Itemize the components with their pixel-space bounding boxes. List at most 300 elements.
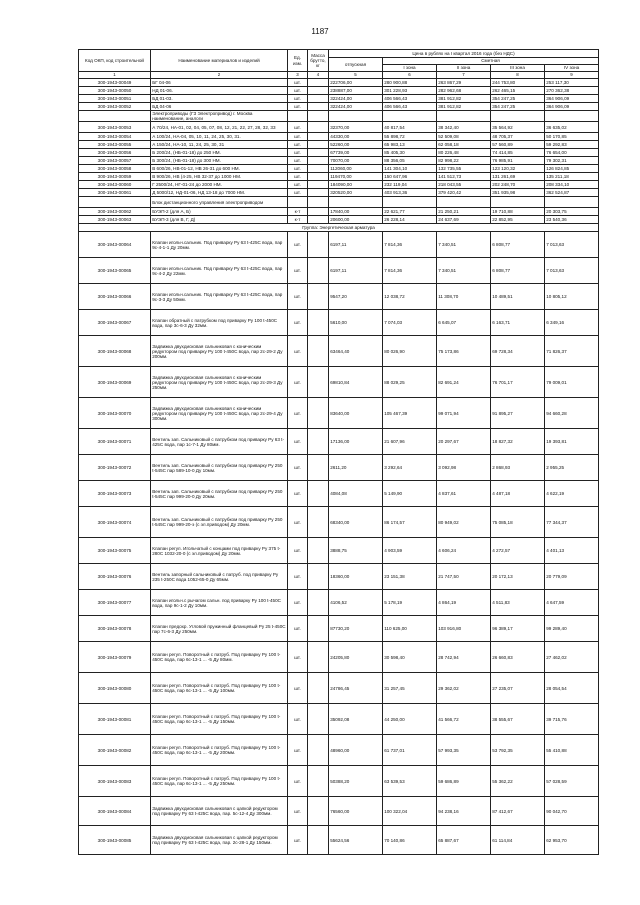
item-unit: шт. [288,149,308,157]
item-name: НД 01-06. [151,87,288,95]
item-mass [308,590,329,616]
price-zone-4: 253 117,30 [545,79,599,87]
item-name: Клапан обратный с патрубком под приварку Ру 100 t-450С вода, пар 3с-6-3 Ду 32мм. [151,310,288,336]
table-row [79,122,599,133]
price-zone-3: 4 272,57 [491,538,545,564]
table-row [79,189,599,197]
price-zone-1: 3 292,64 [383,455,437,481]
price-zone-2: 7 340,51 [437,258,491,284]
price-zone-4: 2 955,25 [545,455,599,481]
price-zone-1: 70 140,86 [383,826,437,855]
item-unit: шт. [288,189,308,197]
release-price: 32370,00 [329,122,383,133]
item-code: 300-1943-00077 [79,590,151,616]
empty-cell [383,111,437,122]
table-row [79,797,599,826]
table-row [79,87,599,95]
release-price: 9547,20 [329,284,383,310]
release-price: 52260,00 [329,141,383,149]
price-zone-1: 406 566,43 [383,95,437,103]
release-price: 5610,00 [329,310,383,336]
item-unit: шт. [288,398,308,429]
release-price: 68340,00 [329,507,383,538]
item-unit: шт. [288,826,308,855]
item-code: 300-1943-00072 [79,455,151,481]
price-zone-2: 20 297,67 [437,429,491,455]
table-row [79,455,599,481]
price-zone-4: 59 292,83 [545,141,599,149]
price-zone-1: 141 304,10 [383,165,437,173]
price-zone-2: 65 887,67 [437,826,491,855]
price-zone-1: 88 029,25 [383,367,437,398]
group-title: Электроприводы (ГЗ Электропривод) г. Москва наименование, аналоги [151,111,288,122]
price-zone-3: 91 895,27 [491,398,545,429]
price-zone-2: 41 566,72 [437,704,491,735]
header-zone-4: IV зона [545,65,599,72]
price-zone-4: 135 211,18 [545,173,599,181]
empty-cell [329,197,383,208]
release-price: 35092,08 [329,704,383,735]
price-zone-1: 12 038,72 [383,284,437,310]
item-code: 300-1943-00079 [79,642,151,673]
item-name: В 600/26, НВ-01-12, НВ 26-31 до 600 НМ. [151,165,288,173]
item-mass [308,616,329,642]
item-unit: шт. [288,310,308,336]
price-zone-2: 282 962,68 [437,87,491,95]
item-mass [308,173,329,181]
header-release-price: отпускная [329,58,383,72]
item-name: Клапан игольч.с рычагом сальн. под приварку Ру 100 t-450С вода, пар 9с-1-2 Ду 10мм. [151,590,288,616]
price-zone-4: 4 622,19 [545,481,599,507]
header-name: Наименование материалов и изделий [151,50,288,72]
price-zone-3: 10 489,51 [491,284,545,310]
release-price: 63464,40 [329,336,383,367]
item-unit: шт. [288,133,308,141]
price-zone-1: 301 228,93 [383,87,437,95]
table-row [79,642,599,673]
table-row [79,766,599,797]
price-zone-4: 208 334,10 [545,181,599,189]
item-mass [308,367,329,398]
release-price: 83640,00 [329,398,383,429]
item-name: А 150/24, НА-10, 11, 24, 25, 30, 31 [151,141,288,149]
group-title: Блок дистанционного управления электроприводом [151,197,288,208]
price-zone-4: 77 344,37 [545,507,599,538]
item-mass [308,181,329,189]
item-mass [308,103,329,111]
item-unit: шт. [288,797,308,826]
item-unit: шт. [288,173,308,181]
price-zone-4: 90 042,70 [545,797,599,826]
item-mass [308,642,329,673]
price-zone-1: 21 607,96 [383,429,437,455]
column-index: 5 [329,72,383,79]
release-price: 67739,00 [329,149,383,157]
item-unit: шт. [288,165,308,173]
column-index: 4 [308,72,329,79]
price-zone-2: 80 949,02 [437,507,491,538]
section-title: Группа: Энергетическая арматура [79,224,599,232]
table-row [79,181,599,189]
table-row [79,538,599,564]
item-name: Задвижка двухдисковая сальниковая с коническим редуктором под приварку Ру 100 t-450С вода, пар 2с-29-2 Ду 200мм. [151,336,288,367]
price-table [78,49,599,855]
table-row [79,590,599,616]
price-zone-4: 39 715,76 [545,704,599,735]
item-code: 300-1943-00058 [79,165,151,173]
price-zone-3: 6 808,77 [491,232,545,258]
table-row [79,310,599,336]
header-zone-2: II зона [437,65,491,72]
table-row [79,79,599,87]
price-zone-2: 263 867,29 [437,79,491,87]
item-mass [308,232,329,258]
price-zone-1: 44 250,00 [383,704,437,735]
release-price: 322424,00 [329,103,383,111]
table-row [79,564,599,590]
item-unit: шт. [288,616,308,642]
price-zone-4: 36 635,02 [545,122,599,133]
item-name: Клапан игольч.сальник. Под приварку Ру 63 t-425С вода, пар 9с-4-1-1 Ду 20мм. [151,232,288,258]
item-mass [308,157,329,165]
price-zone-2: 82 691,24 [437,367,491,398]
item-mass [308,398,329,429]
table-row [79,481,599,507]
item-unit: шт. [288,87,308,95]
release-price: 69810,84 [329,367,383,398]
table-row [79,208,599,216]
item-code: 300-1943-00062 [79,208,151,216]
table-row [79,673,599,704]
group-row [79,197,599,208]
item-mass [308,538,329,564]
price-zone-2: 7 340,51 [437,232,491,258]
price-zone-3: 48 705,37 [491,133,545,141]
item-code: 300-1943-00085 [79,826,151,855]
item-mass [308,95,329,103]
item-unit: шт. [288,336,308,367]
release-price: 238887,00 [329,87,383,95]
table-row [79,149,599,157]
table-row [79,103,599,111]
price-zone-2: 21 747,50 [437,564,491,590]
price-zone-2: 141 512,73 [437,173,491,181]
price-zone-4: 28 054,54 [545,673,599,704]
item-mass [308,704,329,735]
price-zone-4: 50 170,85 [545,133,599,141]
table-row [79,157,599,165]
release-price: 24786,45 [329,673,383,704]
item-code: 300-1943-00070 [79,398,151,429]
item-code: 300-1943-00065 [79,258,151,284]
price-zone-1: 232 119,04 [383,181,437,189]
item-name: Вентиль зап. Сальниковый с патрубком под приварку Ру 63 t-425С вода, пар 1с-7-1 Ду 80мм. [151,429,288,455]
item-name: А 100/24, НА-04, 05, 10, 11, 24, 25, 30, 31. [151,133,288,141]
item-unit: шт. [288,766,308,797]
item-name: Клапан игольч.сальник. Под приварку Ру 63 t-425С вода, пар 9с-4-2 Ду 22мм. [151,258,288,284]
header-code: Код ОКП, код строительной [79,50,151,72]
price-zone-2: 94 238,16 [437,797,491,826]
item-unit: шт. [288,538,308,564]
price-zone-3: 53 792,35 [491,735,545,766]
item-mass [308,141,329,149]
item-unit: шт. [288,232,308,258]
price-zone-1: 80 026,90 [383,336,437,367]
price-zone-4: 76 654,00 [545,149,599,157]
column-index: 3 [288,72,308,79]
price-zone-3: 27 235,07 [491,673,545,704]
price-zone-1: 23 151,38 [383,564,437,590]
item-code: 300-1943-00071 [79,429,151,455]
empty-cell [79,111,151,122]
item-code: 300-1943-00076 [79,564,151,590]
item-code: 300-1943-00057 [79,157,151,165]
item-name: Клапан регул. Поворотный с патруб. Под приварку Ру 100 t-450С вода, пар 6с-13-1 ... -5 Ду 100мм. [151,673,288,704]
release-price: 87730,20 [329,616,383,642]
item-code: 300-1943-00073 [79,481,151,507]
item-name: А 70/24, НА-01, 02, 04, 05, 07, 08, 12, 21, 22, 27, 28, 32, 33 [151,122,288,133]
column-index: 7 [437,72,491,79]
release-price: 2611,20 [329,455,383,481]
item-mass [308,673,329,704]
price-zone-1: 31 257,45 [383,673,437,704]
price-zone-2: 52 509,08 [437,133,491,141]
price-zone-1: 40 817,54 [383,122,437,133]
price-zone-4: 55 410,88 [545,735,599,766]
price-zone-4: 7 013,63 [545,232,599,258]
price-zone-3: 76 701,17 [491,367,545,398]
price-zone-1: 150 647,96 [383,173,437,181]
item-code: 300-1943-00078 [79,616,151,642]
item-mass [308,797,329,826]
item-unit: шт. [288,258,308,284]
price-zone-2: 80 226,48 [437,149,491,157]
price-zone-1: 110 625,00 [383,616,437,642]
item-code: 300-1943-00083 [79,766,151,797]
price-zone-4: 6 349,16 [545,310,599,336]
price-zone-1: 63 539,53 [383,766,437,797]
price-zone-1: 406 566,43 [383,103,437,111]
item-code: 300-1943-00050 [79,87,151,95]
price-zone-3: 75 085,18 [491,507,545,538]
item-unit: шт. [288,735,308,766]
item-code: 300-1943-00084 [79,797,151,826]
item-code: 300-1943-00049 [79,79,151,87]
item-code: 300-1943-00066 [79,284,151,310]
price-zone-3: 202 248,70 [491,181,545,189]
item-code: 300-1943-00059 [79,173,151,181]
price-zone-4: 20 779,09 [545,564,599,590]
price-zone-2: 28 742,94 [437,642,491,673]
price-zone-3: 61 114,84 [491,826,545,855]
release-price: 48960,00 [329,735,383,766]
price-zone-2: 29 362,02 [437,673,491,704]
price-zone-2: 381 912,82 [437,103,491,111]
price-zone-1: 85 405,30 [383,149,437,157]
price-zone-4: 362 524,87 [545,189,599,197]
item-mass [308,429,329,455]
release-price: 4084,08 [329,481,383,507]
price-zone-2: 132 735,55 [437,165,491,173]
price-zone-3: 69 728,34 [491,336,545,367]
item-name: Вентиль запорный сальниковый с патруб. под приварку Ру 235 t-250С вода 1052-65-0 Ду 65мм. [151,564,288,590]
item-unit: шт. [288,673,308,704]
item-mass [308,79,329,87]
column-index: 6 [383,72,437,79]
price-zone-4: 23 540,36 [545,216,599,224]
price-zone-3: 55 362,22 [491,766,545,797]
price-zone-3: 26 660,83 [491,642,545,673]
item-mass [308,766,329,797]
price-zone-3: 19 710,88 [491,208,545,216]
price-zone-4: 4 401,13 [545,538,599,564]
empty-cell [491,197,545,208]
item-name: Д 5000/12, НД-01-06, НД 13-18 до 7000 НМ. [151,189,288,197]
item-unit: шт. [288,79,308,87]
item-name: Вентиль зап. Сальниковый с патрубком под приварку Ру 250 t-545С пар 999-20-0 Ду 20мм. [151,481,288,507]
page-number: 1187 [311,27,329,36]
item-unit: шт. [288,181,308,189]
item-unit: шт. [288,103,308,111]
column-index-row [79,72,599,79]
price-zone-2: 21 250,21 [437,208,491,216]
item-name: Клапан предохр. Угловой пружинный фланцевый Ру 25 t-450С пар 7с-6-3 Ду 250мм. [151,616,288,642]
item-name: В 900/26, НВ (4-25, НВ 32-37 до 1000 НМ. [151,173,288,181]
item-code: 300-1943-00064 [79,232,151,258]
table-row [79,141,599,149]
price-zone-1: 65 983,13 [383,141,437,149]
table-row [79,735,599,766]
item-code: 300-1943-00060 [79,181,151,189]
price-zone-3: 20 172,13 [491,564,545,590]
release-price: 24205,80 [329,642,383,673]
price-zone-1: 100 322,04 [383,797,437,826]
price-zone-3: 38 555,67 [491,704,545,735]
item-unit: шт. [288,507,308,538]
price-zone-4: 71 826,37 [545,336,599,367]
item-code: 300-1943-00069 [79,367,151,398]
release-price: 6197,11 [329,232,383,258]
table-row [79,216,599,224]
price-zone-1: 61 737,01 [383,735,437,766]
table-row [79,165,599,173]
item-code: 300-1943-00054 [79,133,151,141]
item-name: Клапан регул. Поворотный с патруб. Под приварку Ру 100 t-450С вода, пар 6с-13-1 ... -5 Ду 150мм. [151,704,288,735]
header-zone-1: I зона [383,65,437,72]
item-unit: к-т [288,216,308,224]
price-zone-4: 94 660,28 [545,398,599,429]
price-zone-4: 62 953,70 [545,826,599,855]
price-zone-2: 381 912,82 [437,95,491,103]
item-code: 300-1943-00080 [79,673,151,704]
item-name: Вентиль зап. Сальниковый с патрубком под приварку Ру 250 t-545С пар 999-20-э (с эл.приводом) Ду 20мм. [151,507,288,538]
item-code: 300-1943-00063 [79,216,151,224]
item-code: 300-1943-00082 [79,735,151,766]
item-name: Задвижка двухдисковая сальниковая с цапкой редуктором под приварку Ру 63 t-425С вода, пар. 5с-12-4 Ду 300мм. [151,797,288,826]
item-code: 300-1943-00052 [79,103,151,111]
empty-cell [545,111,599,122]
item-name: Клапан регул. Поворотный с патруб. Под приварку Ру 100 t-450С вода, пар 6с-13-1 ... -5 Ду 80мм. [151,642,288,673]
item-name: Задвижка двухдисковая сальниковая с цапкой редуктором под приварку Ру 63 t-425С вода, пар. 2с-28-1 Ду 150мм. [151,826,288,855]
price-zone-4: 364 906,09 [545,95,599,103]
item-unit: шт. [288,141,308,149]
price-zone-3: 87 412,67 [491,797,545,826]
price-zone-1: 4 903,59 [383,538,437,564]
empty-cell [288,111,308,122]
price-zone-2: 379 420,42 [437,189,491,197]
table-row [79,232,599,258]
release-price: 76560,00 [329,797,383,826]
price-zone-2: 75 173,86 [437,336,491,367]
column-index: 9 [545,72,599,79]
item-name: Клапан регул. Поворотный с патруб. Под приварку Ру 100 t-450С вода, пар 6с-13-1 ... -5 Ду 250мм. [151,766,288,797]
item-mass [308,826,329,855]
item-unit: шт. [288,157,308,165]
item-unit: шт. [288,455,308,481]
price-zone-3: 74 414,85 [491,149,545,157]
release-price: 119470,00 [329,173,383,181]
item-name: Клапан регул. Поворотный с патруб. Под приварку Ру 100 t-450С вода, пар 6с-13-1 ... -5 Ду 200мм. [151,735,288,766]
price-zone-3: 354 247,25 [491,95,545,103]
item-name: Клапан игольч.сальник. Под приварку Ру 63 t-425С вода, пар 9с-3-3 Ду 50мм. [151,284,288,310]
price-zone-1: 280 900,88 [383,79,437,87]
group-row [79,111,599,122]
price-zone-3: 96 389,17 [491,616,545,642]
item-mass [308,87,329,95]
item-unit: шт. [288,590,308,616]
empty-cell [545,197,599,208]
price-zone-4: 364 906,09 [545,103,599,111]
price-zone-4: 27 462,02 [545,642,599,673]
table-row [79,367,599,398]
empty-cell [288,197,308,208]
column-index: 2 [151,72,288,79]
price-zone-3: 354 247,25 [491,103,545,111]
release-price: 3888,75 [329,538,383,564]
price-zone-2: 103 916,80 [437,616,491,642]
item-mass [308,310,329,336]
table-row [79,616,599,642]
table-row [79,704,599,735]
price-zone-4: 79 009,01 [545,367,599,398]
item-unit: шт. [288,367,308,398]
item-name: Вентиль зап. Сальниковый с патрубком под приварку Ру 250 t-545С пар 589-10-0 Ду 10мм. [151,455,288,481]
price-zone-4: 20 303,75 [545,208,599,216]
release-price: 20600,00 [329,216,383,224]
item-code: 300-1943-00056 [79,149,151,157]
price-zone-3: 35 564,92 [491,122,545,133]
price-zone-1: 7 074,03 [383,310,437,336]
item-mass [308,455,329,481]
price-zone-2: 62 058,18 [437,141,491,149]
release-price: 44330,00 [329,133,383,141]
item-mass [308,507,329,538]
item-unit: шт. [288,704,308,735]
price-zone-3: 351 935,98 [491,189,545,197]
price-zone-3: 18 827,32 [491,429,545,455]
price-zone-2: 59 686,89 [437,766,491,797]
price-zone-4: 79 302,31 [545,157,599,165]
header-estimate-price: Сметная [383,58,599,65]
item-code: 300-1943-00081 [79,704,151,735]
item-name: Задвижка двухдисковая сальниковая с коническим редуктором под приварку Ру 100 t-450С вода, пар 2с-29-4 Ду 300мм. [151,398,288,429]
item-code: 300-1943-00067 [79,310,151,336]
item-unit: шт. [288,122,308,133]
table-row [79,336,599,367]
release-price: 222706,00 [329,79,383,87]
price-zone-2: 3 092,98 [437,455,491,481]
empty-cell [308,111,329,122]
